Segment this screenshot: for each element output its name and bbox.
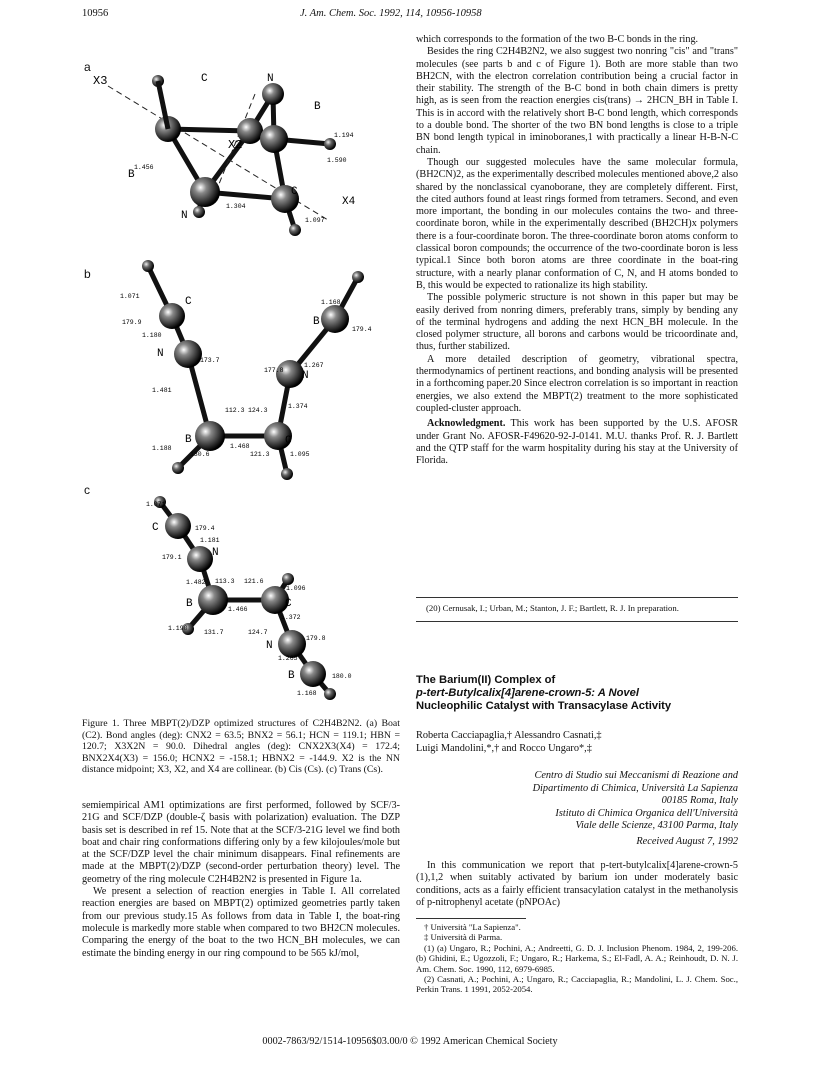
authors: Roberta Cacciapaglia,† Alessandro Casnati,‡ Luigi Mandolini,*,† and Rocco Ungaro*,‡	[416, 730, 602, 754]
svg-text:1.071: 1.071	[120, 293, 140, 300]
panel-b-structure	[120, 260, 372, 480]
figure-caption: Figure 1. Three MBPT(2)/DZP optimized structures of C2H4B2N2. (a) Boat (C2). Bond angles (deg): CNX2 = 63.5; BNX2 = 56.1; HCN = 119.1; HBN = 120.7; X3X2N = 90.0. Dihedral angles (deg): CNX2X3(X4) = 172.4; BNX2X4(X3) = 156.0; HCNX2 = -158.1; HBNX2 = -144.9. X2 is the NN distance midpoint; X3, X2, and X4 are collinear. (b) Cis (Cs). (c) Trans (Cs).	[82, 718, 400, 776]
svg-text:121.6: 121.6	[244, 578, 264, 585]
svg-text:1.096: 1.096	[286, 585, 306, 592]
svg-text:1.180: 1.180	[142, 332, 162, 339]
svg-text:180.0: 180.0	[332, 673, 352, 680]
svg-text:N: N	[212, 547, 219, 559]
panel-label-a: a	[84, 60, 91, 74]
svg-text:179.4: 179.4	[352, 326, 372, 333]
svg-text:1.267: 1.267	[304, 362, 324, 369]
paragraph: A more detailed description of geometry, vibrational spectra, thermodynamics of pertinent reactions, and bonding analysis will be presented in a forthcoming paper.20 Since electron correlation is so important in reaction energies, we also extend the MBPT(2) treatment to the more sophisticated coupled-cluster approach.	[416, 353, 738, 414]
svg-text:1.482: 1.482	[186, 579, 206, 586]
paragraph: Besides the ring C2H4B2N2, we also suggest two nonring "cis" and "trans" molecules (see parts b and c of Figure 1). Both are more stable than two BH2CN, with the electron correlation contribution being a crucial factor in their stability. The strength of the B-C bond in both chain dimers is pretty high, as is seen from the reaction energies cis(trans) → 2HCN_BH in Table I. This is in accord with the relatively short B-C bond length, which corresponds to a double bond. The shorter of the two BN bond lengths is close to a triple BN bond length typical in iminoboranes,1 with practically a linear H-B-N-C chain.	[416, 46, 738, 156]
left-column-text	[82, 800, 400, 960]
svg-text:179.1: 179.1	[162, 554, 182, 561]
footnotes: † Università "La Sapienza". ‡ Università di Parma. (1) (a) Ungaro, R.; Pochini, A.; Andreetti, G. D. J. Inclusion Phenom. 1984, 2, 199-206. (b) Ghidini, E.; Ugozzoli, F.; Ungaro, R.; Harkema, S.; El-Fadl, A. A.; Reinhoudt, D. N. J. Am. Chem. Soc. 1990, 112, 6979-6985. (2) Casnati, A.; Pochini, A.; Ungaro, R.; Cacciapaglia, R.; Mandolini, L. J. Chem. Soc., Perkin Trans. 1 1991, 2052-2054.	[416, 922, 738, 995]
svg-text:179.8: 179.8	[306, 635, 326, 642]
divider	[416, 597, 738, 598]
label-c: C	[201, 73, 208, 85]
footer: 0002-7863/92/1514-10956$03.00/0 © 1992 American Chemical Society	[262, 1036, 558, 1047]
svg-text:1.168: 1.168	[297, 690, 317, 697]
affiliations: Centro di Studio sui Meccanismi di Reazione and Dipartimento di Chimica, Università La Sapienza 00185 Roma, Italy Istituto di Chimica Organica dell'Università Viale delle Scienze, 43100 Parma, Italy Received August 7, 1992	[416, 770, 738, 848]
svg-text:N: N	[302, 370, 309, 382]
svg-text:1.304: 1.304	[226, 203, 246, 210]
article-title: The Barium(II) Complex of p-tert-Butylcalix[4]arene-crown-5: A Novel Nucleophilic Catalyst with Transacylase Activity	[416, 674, 672, 712]
label-x3: X3	[93, 74, 108, 88]
label-b: B	[128, 169, 135, 181]
svg-text:1.095: 1.095	[290, 451, 310, 458]
svg-text:1.466: 1.466	[228, 606, 248, 613]
svg-text:179.9: 179.9	[122, 319, 142, 326]
svg-text:1.374: 1.374	[288, 403, 308, 410]
svg-text:1.194: 1.194	[334, 132, 354, 139]
panel-label-c: c	[84, 483, 90, 497]
label-n: N	[267, 73, 274, 85]
article2-body: In this communication we report that p-tert-butylcalix[4]arene-crown-5 (1),1,2 when suitably activated by barium ion under moderately basic conditions, acts as a fairly efficient transacylation catalyst in the methanolysis of p-nitrophenyl acetate (pNPOAc)	[416, 860, 738, 908]
paragraph: We present a selection of reaction energies in Table I. All correlated reaction energies are based on MBPT(2) optimized geometries partly taken from our previous study.15 As follows from data in Table I, the boat-ring molecule is markedly more stable when compared to two BH2CN molecules. Comparing the energy of the boat to the two HCN_BH molecules, we can estimate the binding energy in our ring compound to be 565 kJ/mol,	[82, 886, 400, 959]
svg-text:1.071: 1.071	[146, 501, 166, 508]
received-date: Received August 7, 1992	[636, 835, 738, 847]
label-n: N	[181, 210, 188, 222]
paragraph: semiempirical AM1 optimizations are first performed, followed by SCF/3-21G and SCF/DZP (double-ζ basis with polarization) evaluation. The DZP basis set is described in ref 15. Note that at the SCF/3-21G level we find both boat and chair ring conformations differing only by a few kilojoules/mole but at the SCF/DZP level the chair minimum disappears. Final refinements are made at the MBPT(2)/DZP (second-order perturbation theory) level. The geometry of the ring molecule C2H4B2N2 is presented in Figure 1a.	[82, 800, 400, 885]
svg-text:B: B	[288, 670, 295, 682]
right-column-text	[416, 34, 738, 467]
svg-text:1.468: 1.468	[230, 443, 250, 450]
paragraph: which corresponds to the formation of the two B-C bonds in the ring.	[416, 34, 699, 45]
svg-text:C: C	[285, 598, 292, 610]
acknowledgment	[416, 418, 738, 467]
svg-text:131.7: 131.7	[204, 629, 224, 636]
svg-text:124.3: 124.3	[248, 407, 268, 414]
svg-text:121.3: 121.3	[250, 451, 270, 458]
svg-text:1.590: 1.590	[327, 157, 347, 164]
svg-text:1.481: 1.481	[152, 387, 172, 394]
svg-text:113.3: 113.3	[215, 578, 235, 585]
svg-text:B: B	[313, 316, 320, 328]
running-head: J. Am. Chem. Soc. 1992, 114, 10956-10958	[300, 8, 482, 19]
svg-text:124.7: 124.7	[248, 629, 268, 636]
panel-a-structure	[93, 73, 356, 236]
panel-label-b: b	[84, 267, 91, 281]
divider	[416, 621, 738, 622]
figure-1	[80, 34, 400, 714]
panel-c-structure	[146, 496, 352, 700]
svg-text:1.190: 1.190	[168, 625, 188, 632]
paragraph: The possible polymeric structure is not shown in this paper but may be easily derived from nonring dimers, preferably trans, simply by bending any of the terminal hydrogens and adding the next HCN_BH molecule. In the closed polymer structure, all borons and carbons would be tricoordinate and, thus, further stabilized.	[416, 292, 738, 353]
svg-text:1.168: 1.168	[321, 299, 341, 306]
svg-text:177.8: 177.8	[264, 367, 284, 374]
reference-20: (20) Cernusak, I.; Urban, M.; Stanton, J. F.; Bartlett, R. J. In preparation.	[426, 603, 679, 613]
svg-text:B: B	[186, 598, 193, 610]
svg-text:C: C	[185, 296, 192, 308]
svg-text:112.3: 112.3	[225, 407, 245, 414]
paragraph: Though our suggested molecules have the same molecular formula, (BH2CN)2, as the experimentally described molecules mentioned above,2 also shared by the nonclassical cyanoborane, they are completely different. First, the cited authors found at least rings formed from tetramers. Second, and even more important, the bonding in our molecules contains the two- and three-coordinate boron, while in the experimentally described (BH2CH)x polymers there is a four-coordinate boron. The three-coordinate boron atoms conform to classical boron compounds; the occurrence of the two-coordinate boron is less typical.1 Since both boron atoms are three coordinate in the boat-ring structure, with a nearly planar conformation of C, N, and H atoms bonded to B, this would be expected to rationalize its high stability.	[416, 156, 738, 291]
svg-text:C: C	[285, 435, 292, 447]
svg-text:1.181: 1.181	[200, 537, 220, 544]
molecular-structures	[80, 34, 400, 714]
page-number: 10956	[82, 8, 109, 19]
svg-text:1.265: 1.265	[278, 655, 298, 662]
acknowledgment-text: This work has been supported by the U.S. AFOSR under Grant No. AFOSR-F49620-92-J-0141. M.U. thanks Prof. R. J. Bartlett and the QTP staff for the warm hospitality during his stay at the University of Florida.	[416, 418, 738, 467]
footnote-rule	[416, 918, 526, 919]
label-b: B	[314, 101, 321, 113]
label-x2: X2	[228, 138, 243, 152]
svg-text:1.456: 1.456	[134, 164, 154, 171]
svg-text:179.4: 179.4	[195, 525, 215, 532]
svg-text:C: C	[152, 522, 159, 534]
svg-text:173.7: 173.7	[200, 357, 220, 364]
label-c: C	[291, 186, 298, 198]
svg-text:1.188: 1.188	[152, 445, 172, 452]
svg-text:N: N	[157, 348, 164, 360]
svg-text:N: N	[266, 640, 273, 652]
svg-text:1.097: 1.097	[305, 217, 325, 224]
label-x4: X4	[342, 196, 356, 208]
svg-text:B: B	[185, 434, 192, 446]
acknowledgment-heading: Acknowledgment.	[427, 418, 506, 430]
svg-text:1.372: 1.372	[281, 614, 301, 621]
svg-text:130.6: 130.6	[190, 451, 210, 458]
